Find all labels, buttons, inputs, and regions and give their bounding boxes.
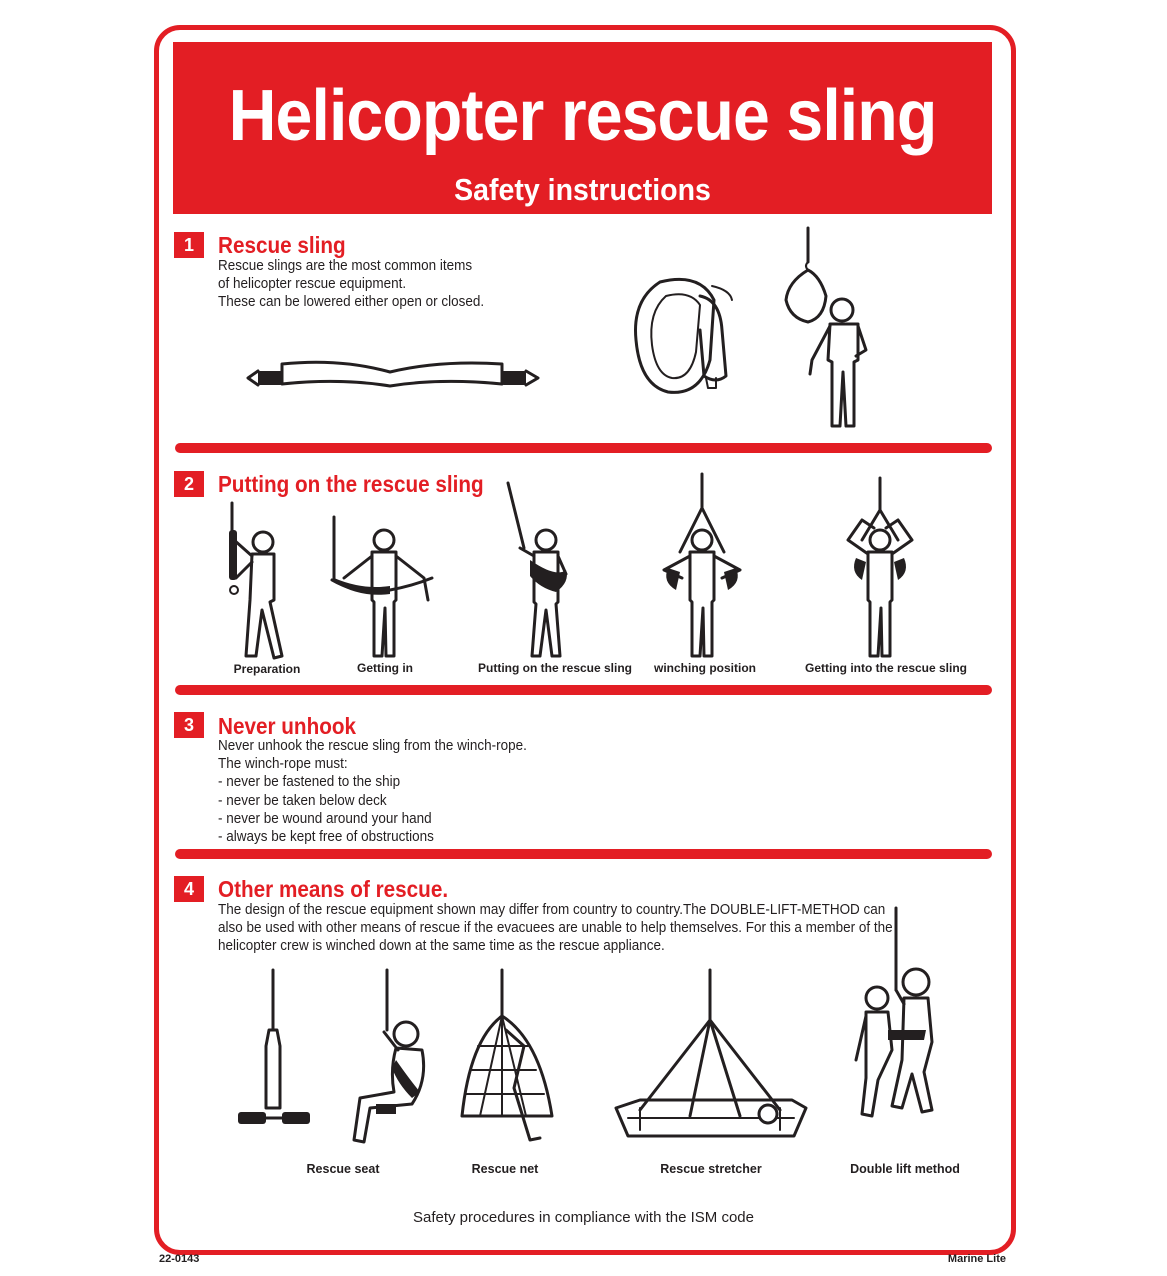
caption-rescue-net: Rescue net [471,1162,539,1176]
caption-getting-in: Getting in [357,661,413,675]
preparation-figure-icon [229,503,282,658]
caption-putting-on: Putting on the rescue sling [477,661,633,675]
rescue-seat-icon [238,970,310,1124]
section-3-line: The winch-rope must: [218,756,348,773]
putting-on-figure-icon [508,483,567,656]
section-1-title: Rescue sling [218,232,346,258]
section-4-number: 4 [174,876,204,902]
caption-rescue-seat: Rescue seat [306,1162,380,1176]
section-3-line: - never be wound around your hand [218,810,432,827]
section-1-line: of helicopter rescue equipment. [218,276,407,293]
page-subtitle: Safety instructions [454,172,711,207]
section-3-line: - always be kept free of obstructions [218,829,434,846]
double-lift-icon [856,908,932,1116]
rescue-stretcher-icon [616,970,806,1136]
caption-winching-position: winching position [654,661,756,675]
section-4-line: helicopter crew is winched down at the same time as the rescue appliance. [218,938,665,955]
caption-preparation: Preparation [233,662,301,676]
winching-position-figure-icon [664,474,740,656]
section-4-title: Other means of rescue. [218,876,449,902]
caption-double-lift: Double lift method [850,1162,960,1176]
footer-note: Safety procedures in compliance with the ISM code [412,1209,754,1226]
rescue-net-icon [462,970,552,1140]
open-sling-icon [248,362,538,386]
caption-rescue-stretcher: Rescue stretcher [660,1162,762,1176]
page-title: Helicopter rescue sling [228,76,937,156]
section-1-number: 1 [174,232,204,258]
caption-getting-into-sling: Getting into the rescue sling [804,661,968,675]
section-3-line: Never unhook the rescue sling from the winch-rope. [218,738,527,754]
getting-in-figure-icon [332,517,432,656]
section-1-line: These can be lowered either open or closed. [218,294,485,311]
rescue-seat-user-icon [354,970,424,1142]
person-with-sling-icon [786,228,866,426]
section-3-line: - never be taken below deck [218,792,387,809]
getting-into-sling-figure-icon [848,478,912,656]
section-2-title: Putting on the rescue sling [218,471,484,497]
section-4-line: also be used with other means of rescue if the evacuees are unable to help themselves. For this a member of the [218,920,893,937]
section-2-number: 2 [174,471,204,497]
closed-sling-icon [636,279,733,392]
product-code: 22-0143 [159,1253,200,1265]
section-3-line: - never be fastened to the ship [218,774,401,791]
section-3-number: 3 [174,712,204,738]
brand-name: Marine Lite [947,1253,1006,1265]
section-3-title: Never unhook [218,713,357,739]
section-4-line: The design of the rescue equipment shown may differ from country to country.The DOUBLE-LIFT-METHOD can [218,902,886,918]
section-1-line: Rescue slings are the most common items [218,258,473,274]
